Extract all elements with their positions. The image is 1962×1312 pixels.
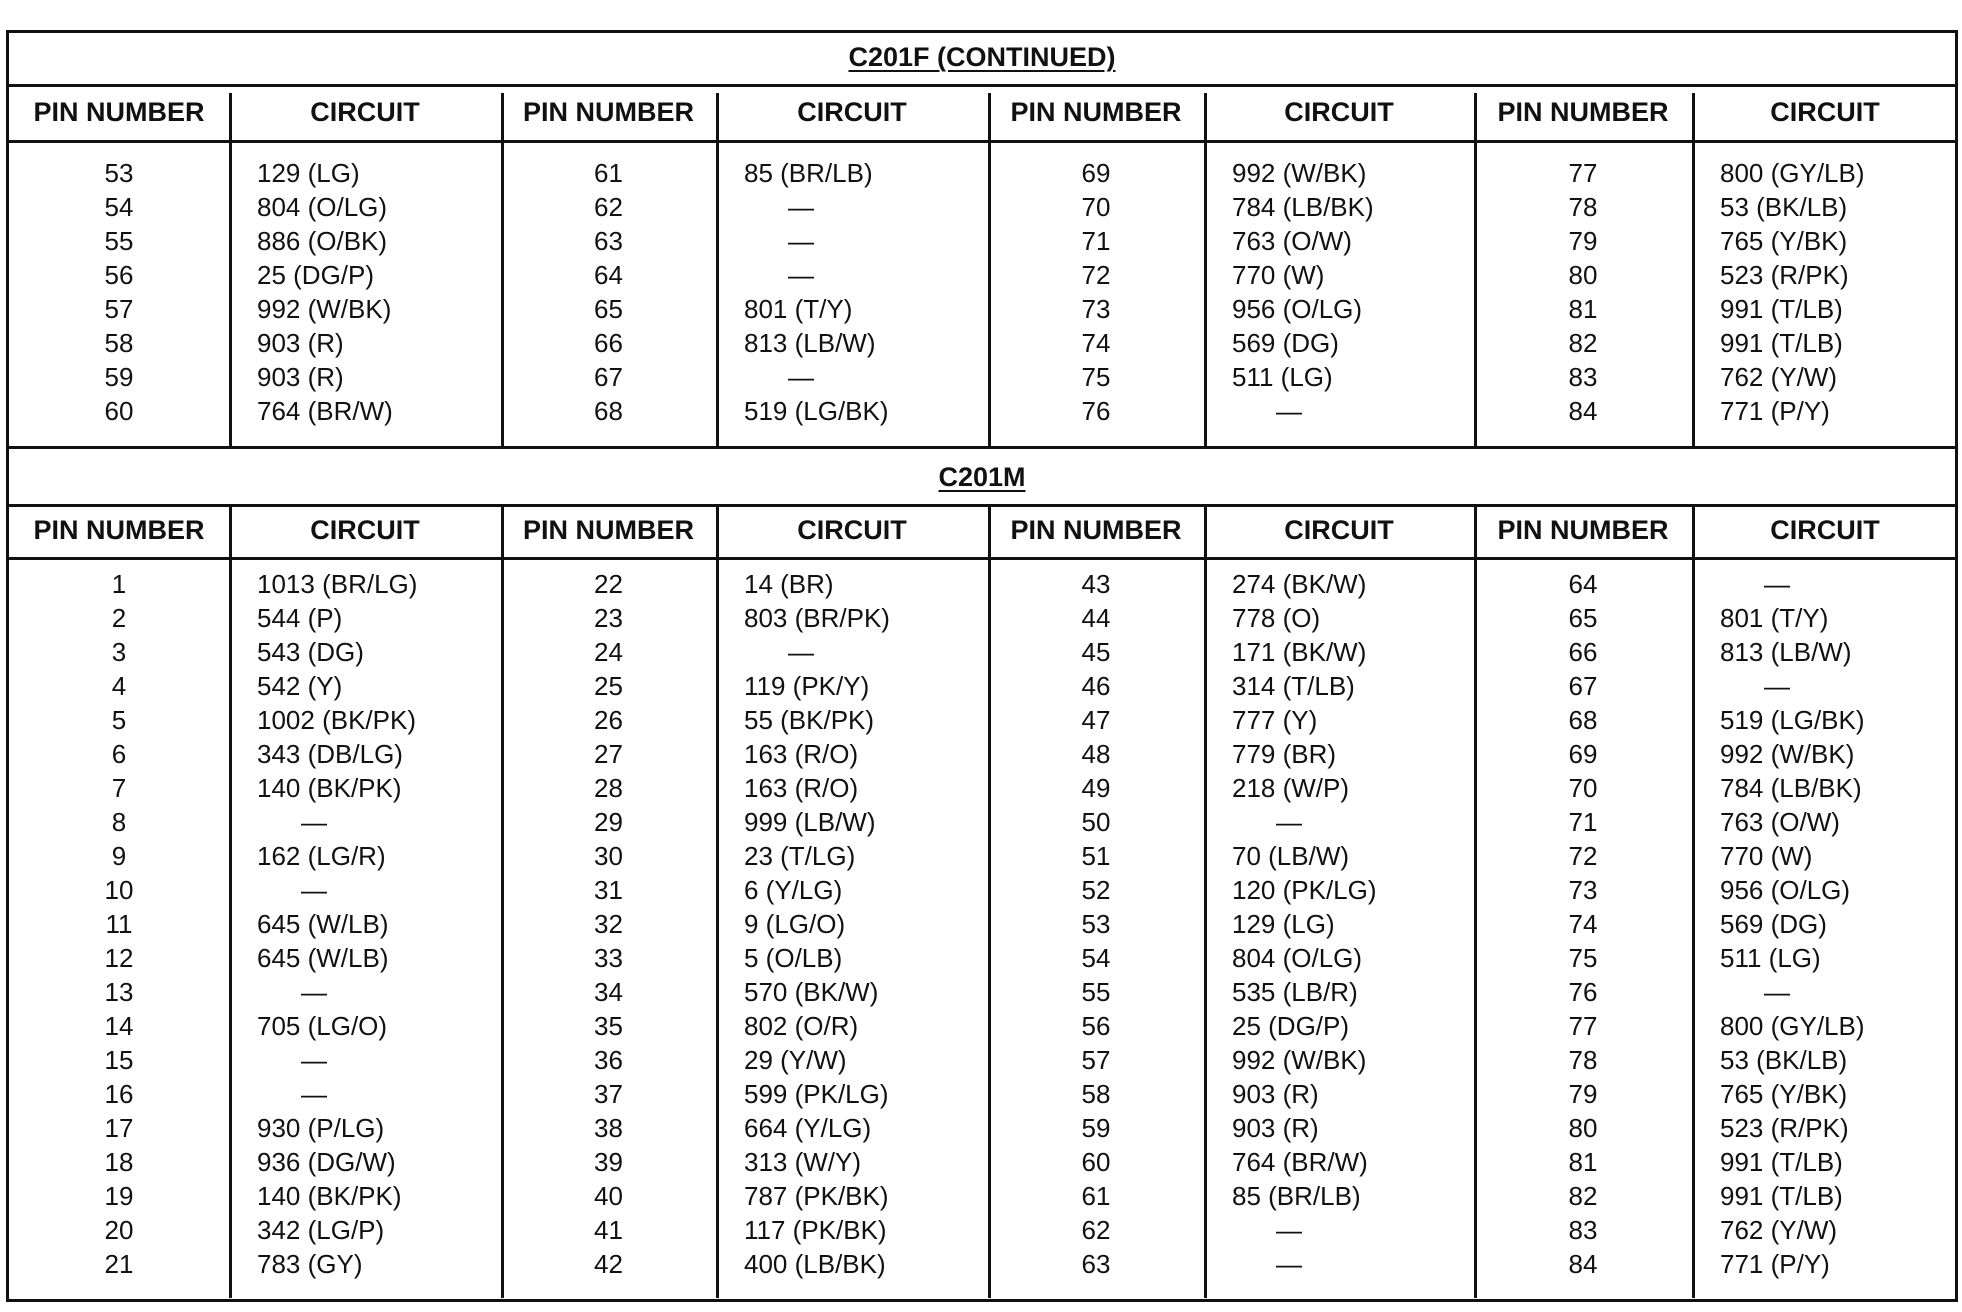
circuit-cell: 765 (Y/BK) (1720, 1079, 1848, 1109)
pin-number-cell: 80 (1568, 260, 1598, 290)
section-title-text: C201M (938, 462, 1026, 492)
pin-number-cell: 37 (594, 1079, 623, 1109)
pin-number-cell: 13 (104, 977, 134, 1007)
circuit-cell: 53 (BK/LB) (1720, 192, 1848, 222)
circuit-cell: 313 (W/Y) (744, 1147, 862, 1177)
circuit-cell: 992 (W/BK) (257, 294, 392, 324)
column-divider (1204, 507, 1207, 1298)
circuit-cell: 119 (PK/Y) (744, 671, 870, 701)
circuit-cell: 85 (BR/LB) (744, 158, 873, 188)
circuit-cell: 1013 (BR/LG) (257, 569, 418, 599)
circuit-cell: 570 (BK/W) (744, 977, 879, 1007)
pin-number-cell: 71 (1568, 807, 1598, 837)
circuit-cell: — (1276, 807, 1302, 837)
circuit-cell: 784 (LB/BK) (1232, 192, 1374, 222)
pin-number-cell: 60 (1081, 1147, 1111, 1177)
pin-number-cell: 57 (1081, 1045, 1111, 1075)
column-divider (1692, 507, 1695, 1298)
circuit-cell: 523 (R/PK) (1720, 1113, 1849, 1143)
circuit-cell: 777 (Y) (1232, 705, 1318, 735)
pin-number-cell: 74 (1568, 909, 1598, 939)
pin-number-cell: 69 (1081, 158, 1111, 188)
section-title-c201m (9, 460, 1955, 494)
circuit-cell: 770 (W) (1720, 841, 1813, 871)
circuit-cell: 535 (LB/R) (1232, 977, 1358, 1007)
pin-number-cell: 75 (1081, 362, 1111, 392)
pin-number-cell: 9 (111, 841, 127, 871)
circuit-cell: 784 (LB/BK) (1720, 773, 1862, 803)
pin-number-cell: 73 (1081, 294, 1111, 324)
pin-number-cell: 56 (1081, 1011, 1111, 1041)
pin-number-cell: 84 (1568, 1249, 1598, 1279)
divider (9, 84, 1955, 87)
divider (9, 140, 1955, 143)
pin-number-cell: 22 (594, 569, 623, 599)
circuit-cell: 804 (O/LG) (1232, 943, 1363, 973)
pin-number-cell: 44 (1081, 603, 1111, 633)
column-header-pin-number: PIN NUMBER (33, 515, 205, 545)
circuit-cell: 120 (PK/LG) (1232, 875, 1377, 905)
pin-number-cell: 26 (594, 705, 623, 735)
circuit-cell: — (1764, 569, 1790, 599)
pin-number-cell: 43 (1081, 569, 1111, 599)
pin-number-cell: 21 (104, 1249, 134, 1279)
circuit-cell: 770 (W) (1232, 260, 1325, 290)
circuit-cell: 162 (LG/R) (257, 841, 386, 871)
circuit-cell: 23 (T/LG) (744, 841, 856, 871)
pin-number-cell: 31 (594, 875, 623, 905)
pin-number-cell: 59 (1081, 1113, 1111, 1143)
circuit-cell: 705 (LG/O) (257, 1011, 388, 1041)
circuit-cell: 14 (BR) (744, 569, 834, 599)
pin-number-cell: 81 (1568, 1147, 1598, 1177)
pin-number-cell: 11 (105, 909, 133, 939)
circuit-cell: 519 (LG/BK) (1720, 705, 1865, 735)
circuit-cell: 903 (R) (257, 328, 344, 358)
circuit-cell: 6 (Y/LG) (744, 875, 843, 905)
column-header-circuit: CIRCUIT (310, 97, 420, 127)
circuit-cell: 801 (T/Y) (1720, 603, 1829, 633)
pin-number-cell: 1 (111, 569, 127, 599)
pin-number-cell: 42 (594, 1249, 623, 1279)
pin-number-cell: 64 (594, 260, 623, 290)
pin-number-cell: 66 (594, 328, 623, 358)
pin-number-cell: 62 (594, 192, 623, 222)
pin-number-cell: 84 (1568, 396, 1598, 426)
divider (9, 557, 1955, 560)
pin-number-cell: 23 (594, 603, 623, 633)
pin-number-cell: 40 (594, 1181, 623, 1211)
pin-number-cell: 56 (104, 260, 134, 290)
circuit-cell: 813 (LB/W) (744, 328, 876, 358)
circuit-cell: 956 (O/LG) (1232, 294, 1363, 324)
circuit-cell: 903 (R) (257, 362, 344, 392)
circuit-cell: 274 (BK/W) (1232, 569, 1367, 599)
pin-number-cell: 70 (1081, 192, 1111, 222)
circuit-cell: 764 (BR/W) (1232, 1147, 1368, 1177)
pin-number-cell: 67 (1568, 671, 1598, 701)
pin-number-cell: 61 (1081, 1181, 1111, 1211)
pin-number-cell: 28 (594, 773, 623, 803)
circuit-cell: 163 (R/O) (744, 739, 859, 769)
circuit-cell: 29 (Y/W) (744, 1045, 847, 1075)
circuit-cell: 140 (BK/PK) (257, 773, 402, 803)
circuit-cell: 543 (DG) (257, 637, 364, 667)
circuit-cell: 991 (T/LB) (1720, 1181, 1843, 1211)
column-header-pin-number: PIN NUMBER (522, 515, 694, 545)
pin-number-cell: 75 (1568, 943, 1598, 973)
column-header-circuit: CIRCUIT (797, 515, 907, 545)
pin-number-cell: 54 (104, 192, 134, 222)
pin-number-cell: 5 (111, 705, 127, 735)
circuit-cell: 787 (PK/BK) (744, 1181, 889, 1211)
pin-number-cell: 70 (1568, 773, 1598, 803)
pin-number-cell: 77 (1568, 1011, 1598, 1041)
pin-number-cell: 79 (1568, 226, 1598, 256)
pin-number-cell: 58 (1081, 1079, 1111, 1109)
circuit-cell: 903 (R) (1232, 1113, 1319, 1143)
pin-number-cell: 7 (111, 773, 127, 803)
circuit-cell: — (1764, 671, 1790, 701)
pin-number-cell: 50 (1081, 807, 1111, 837)
pin-number-cell: 10 (104, 875, 134, 905)
pin-number-cell: 68 (594, 396, 623, 426)
circuit-cell: 762 (Y/W) (1720, 362, 1838, 392)
circuit-cell: 992 (W/BK) (1720, 739, 1855, 769)
circuit-cell: 992 (W/BK) (1232, 158, 1367, 188)
circuit-cell: 886 (O/BK) (257, 226, 388, 256)
pin-number-cell: 39 (594, 1147, 623, 1177)
column-header-circuit: CIRCUIT (797, 97, 907, 127)
circuit-cell: — (301, 807, 327, 837)
circuit-cell: 645 (W/LB) (257, 943, 389, 973)
column-header-circuit: CIRCUIT (1770, 97, 1880, 127)
circuit-cell: 70 (LB/W) (1232, 841, 1350, 871)
circuit-cell: — (301, 977, 327, 1007)
pin-number-cell: 45 (1081, 637, 1111, 667)
section-title-c201f (9, 40, 1955, 74)
column-divider (229, 507, 232, 1298)
column-divider (716, 507, 719, 1298)
pin-number-cell: 73 (1568, 875, 1598, 905)
circuit-cell: 511 (LG) (1232, 362, 1333, 392)
circuit-cell: 511 (LG) (1720, 943, 1821, 973)
pin-number-cell: 47 (1081, 705, 1111, 735)
column-divider (1204, 93, 1207, 446)
circuit-cell: 664 (Y/LG) (744, 1113, 872, 1143)
pin-number-cell: 78 (1568, 192, 1598, 222)
pin-number-cell: 57 (104, 294, 134, 324)
circuit-cell: 903 (R) (1232, 1079, 1319, 1109)
circuit-cell: 762 (Y/W) (1720, 1215, 1838, 1245)
pin-number-cell: 38 (594, 1113, 623, 1143)
pin-number-cell: 63 (594, 226, 623, 256)
pin-number-cell: 77 (1568, 158, 1598, 188)
pin-number-cell: 3 (111, 637, 127, 667)
pin-number-cell: 4 (111, 671, 127, 701)
circuit-cell: — (301, 1045, 327, 1075)
pin-number-cell: 12 (104, 943, 134, 973)
circuit-cell: — (1276, 396, 1302, 426)
column-header-circuit: CIRCUIT (1770, 515, 1880, 545)
pin-number-cell: 24 (594, 637, 623, 667)
column-header-pin-number: PIN NUMBER (1497, 97, 1669, 127)
column-header-circuit: CIRCUIT (1284, 515, 1394, 545)
pin-number-cell: 66 (1568, 637, 1598, 667)
pin-number-cell: 67 (594, 362, 623, 392)
circuit-cell: 991 (T/LB) (1720, 294, 1843, 324)
column-header-circuit: CIRCUIT (1284, 97, 1394, 127)
circuit-cell: 771 (P/Y) (1720, 396, 1830, 426)
pin-number-cell: 81 (1568, 294, 1598, 324)
pin-number-cell: 68 (1568, 705, 1598, 735)
pin-number-cell: 55 (104, 226, 134, 256)
pin-number-cell: 72 (1568, 841, 1598, 871)
pin-number-cell: 49 (1081, 773, 1111, 803)
circuit-cell: 519 (LG/BK) (744, 396, 889, 426)
circuit-cell: 117 (PK/BK) (744, 1215, 887, 1245)
pin-number-cell: 65 (1568, 603, 1598, 633)
circuit-cell: 763 (O/W) (1232, 226, 1352, 256)
pin-number-cell: 82 (1568, 1181, 1598, 1211)
pin-number-cell: 32 (594, 909, 623, 939)
circuit-cell: 163 (R/O) (744, 773, 859, 803)
circuit-cell: 930 (P/LG) (257, 1113, 385, 1143)
pin-number-cell: 8 (111, 807, 127, 837)
connector-pinout-table (6, 30, 1958, 1302)
circuit-cell: — (788, 192, 814, 222)
circuit-cell: — (301, 875, 327, 905)
pin-number-cell: 30 (594, 841, 623, 871)
pin-number-cell: 54 (1081, 943, 1111, 973)
circuit-cell: 778 (O) (1232, 603, 1321, 633)
circuit-cell: 1002 (BK/PK) (257, 705, 416, 735)
pin-number-cell: 33 (594, 943, 623, 973)
circuit-cell: 400 (LB/BK) (744, 1249, 886, 1279)
pin-number-cell: 80 (1568, 1113, 1598, 1143)
pin-number-cell: 64 (1568, 569, 1598, 599)
circuit-cell: 523 (R/PK) (1720, 260, 1849, 290)
circuit-cell: 763 (O/W) (1720, 807, 1840, 837)
pin-number-cell: 83 (1568, 1215, 1598, 1245)
pin-number-cell: 41 (594, 1215, 623, 1245)
pin-number-cell: 36 (594, 1045, 623, 1075)
circuit-cell: — (1276, 1215, 1302, 1245)
circuit-cell: 542 (Y) (257, 671, 343, 701)
circuit-cell: 800 (GY/LB) (1720, 158, 1865, 188)
circuit-cell: 342 (LG/P) (257, 1215, 385, 1245)
circuit-cell: 771 (P/Y) (1720, 1249, 1830, 1279)
pin-number-cell: 72 (1081, 260, 1111, 290)
circuit-cell: — (1764, 977, 1790, 1007)
circuit-cell: 991 (T/LB) (1720, 1147, 1843, 1177)
pin-number-cell: 61 (594, 158, 623, 188)
pin-number-cell: 63 (1081, 1249, 1111, 1279)
pin-number-cell: 60 (104, 396, 134, 426)
column-header-pin-number: PIN NUMBER (1010, 97, 1182, 127)
column-header-pin-number: PIN NUMBER (522, 97, 694, 127)
circuit-cell: — (788, 362, 814, 392)
circuit-cell: 804 (O/LG) (257, 192, 388, 222)
pin-number-cell: 76 (1081, 396, 1111, 426)
circuit-cell: 645 (W/LB) (257, 909, 389, 939)
circuit-cell: — (788, 260, 814, 290)
column-divider (716, 93, 719, 446)
pin-number-cell: 53 (1081, 909, 1111, 939)
section-title-text: C201F (CONTINUED) (848, 42, 1116, 72)
pin-number-cell: 83 (1568, 362, 1598, 392)
pin-number-cell: 55 (1081, 977, 1111, 1007)
circuit-cell: — (1276, 1249, 1302, 1279)
circuit-cell: 991 (T/LB) (1720, 328, 1843, 358)
pin-number-cell: 18 (104, 1147, 134, 1177)
circuit-cell: 85 (BR/LB) (1232, 1181, 1361, 1211)
pin-number-cell: 16 (104, 1079, 134, 1109)
pin-number-cell: 78 (1568, 1045, 1598, 1075)
pin-number-cell: 51 (1081, 841, 1111, 871)
circuit-cell: 9 (LG/O) (744, 909, 846, 939)
divider (9, 446, 1955, 449)
circuit-cell: 53 (BK/LB) (1720, 1045, 1848, 1075)
circuit-cell: 765 (Y/BK) (1720, 226, 1848, 256)
circuit-cell: 936 (DG/W) (257, 1147, 396, 1177)
circuit-cell: 764 (BR/W) (257, 396, 393, 426)
pin-number-cell: 27 (594, 739, 623, 769)
pin-number-cell: 25 (594, 671, 623, 701)
circuit-cell: 956 (O/LG) (1720, 875, 1851, 905)
circuit-cell: 129 (LG) (257, 158, 360, 188)
pin-number-cell: 69 (1568, 739, 1598, 769)
column-divider (1692, 93, 1695, 446)
pin-number-cell: 34 (594, 977, 623, 1007)
pin-number-cell: 82 (1568, 328, 1598, 358)
pin-number-cell: 79 (1568, 1079, 1598, 1109)
circuit-cell: 599 (PK/LG) (744, 1079, 889, 1109)
circuit-cell: — (301, 1079, 327, 1109)
circuit-cell: 314 (T/LB) (1232, 671, 1355, 701)
pin-number-cell: 6 (111, 739, 127, 769)
circuit-cell: 218 (W/P) (1232, 773, 1350, 803)
column-header-pin-number: PIN NUMBER (33, 97, 205, 127)
pin-number-cell: 59 (104, 362, 134, 392)
pin-number-cell: 58 (104, 328, 134, 358)
pin-number-cell: 53 (104, 158, 134, 188)
pin-number-cell: 71 (1081, 226, 1111, 256)
pin-number-cell: 76 (1568, 977, 1598, 1007)
pin-number-cell: 52 (1081, 875, 1111, 905)
pin-number-cell: 35 (594, 1011, 623, 1041)
circuit-cell: 802 (O/R) (744, 1011, 859, 1041)
pin-number-cell: 62 (1081, 1215, 1111, 1245)
circuit-cell: 803 (BR/PK) (744, 603, 890, 633)
circuit-cell: 783 (GY) (257, 1249, 363, 1279)
circuit-cell: 800 (GY/LB) (1720, 1011, 1865, 1041)
circuit-cell: 140 (BK/PK) (257, 1181, 402, 1211)
pin-number-cell: 20 (104, 1215, 134, 1245)
column-header-pin-number: PIN NUMBER (1497, 515, 1669, 545)
column-header-circuit: CIRCUIT (310, 515, 420, 545)
circuit-cell: 813 (LB/W) (1720, 637, 1852, 667)
circuit-cell: 5 (O/LB) (744, 943, 843, 973)
pin-number-cell: 17 (104, 1113, 134, 1143)
circuit-cell: 999 (LB/W) (744, 807, 876, 837)
circuit-cell: 569 (DG) (1720, 909, 1827, 939)
circuit-cell: 779 (BR) (1232, 739, 1337, 769)
divider (9, 504, 1955, 507)
circuit-cell: 992 (W/BK) (1232, 1045, 1367, 1075)
circuit-cell: 55 (BK/PK) (744, 705, 875, 735)
circuit-cell: 25 (DG/P) (257, 260, 375, 290)
circuit-cell: 171 (BK/W) (1232, 637, 1367, 667)
circuit-cell: 343 (DB/LG) (257, 739, 403, 769)
pin-number-cell: 2 (111, 603, 127, 633)
pin-number-cell: 19 (104, 1181, 134, 1211)
pin-number-cell: 29 (594, 807, 623, 837)
pin-number-cell: 74 (1081, 328, 1111, 358)
pin-number-cell: 15 (104, 1045, 134, 1075)
pin-number-cell: 48 (1081, 739, 1111, 769)
pin-number-cell: 46 (1081, 671, 1111, 701)
circuit-cell: — (788, 637, 814, 667)
pin-number-cell: 65 (594, 294, 623, 324)
circuit-cell: 129 (LG) (1232, 909, 1335, 939)
circuit-cell: 801 (T/Y) (744, 294, 853, 324)
pin-number-cell: 14 (104, 1011, 134, 1041)
circuit-cell: — (788, 226, 814, 256)
circuit-cell: 25 (DG/P) (1232, 1011, 1350, 1041)
circuit-cell: 544 (P) (257, 603, 343, 633)
column-header-pin-number: PIN NUMBER (1010, 515, 1182, 545)
column-divider (229, 93, 232, 446)
circuit-cell: 569 (DG) (1232, 328, 1339, 358)
